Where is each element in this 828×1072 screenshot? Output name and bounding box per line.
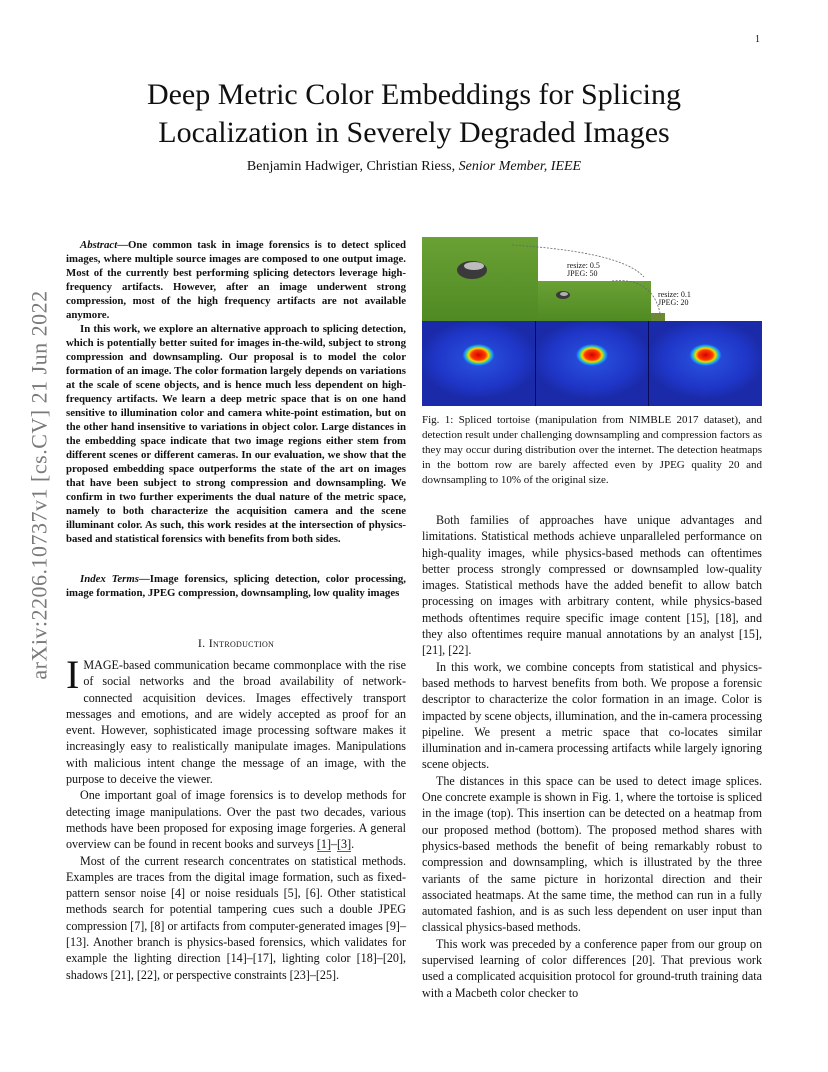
- figure-1: [422, 237, 762, 407]
- page-number: 1: [755, 34, 760, 45]
- intro-paragraph-2: [66, 787, 406, 852]
- photo-tenth-resolution: [651, 313, 665, 321]
- right-paragraph-4: This work was preceded by a conference paper from our group on supervised learning of color differences [20]. That previous work used a complicated acquisition protocol for ground-truth training data with a Macbeth color checker to: [422, 936, 762, 1000]
- author-names: Benjamin Hadwiger, Christian Riess,: [246, 159, 459, 174]
- detection-heatmap: [422, 321, 536, 406]
- abstract-label: Abstract: [80, 239, 118, 251]
- tortoise-highlight: [560, 292, 568, 296]
- right-paragraph-1: Both families of approaches have unique advantages and limitations. Statistical methods achieve unparalleled performance on high-quality images, while physics-based methods can oftentimes better process strongly compressed or downsampled low-quality images. Statistical methods have the added benefit to allow batch processing on images with arbitrary content, while physics-based methods oftentimes require specific image content [15], [18], and they also oftentimes require manual annotations by an analyst [15], [21], [22].: [422, 513, 762, 658]
- photo-half-resolution: [538, 281, 651, 321]
- index-terms-text: —Image forensics, splicing detection, color processing, image formation, JPEG compression, downsampling, low quality images: [66, 573, 406, 599]
- index-terms: [66, 572, 406, 600]
- abstract-paragraph-1: —One common task in image forensics is to detect spliced images, where multiple source images are composed to one output image. Most of the currently best performing splicing detectors leverage high-frequency artifacts. However, after an image underwent strong compression, most of the high frequency artifacts are not available anymore.: [66, 239, 406, 321]
- intro-paragraph-1-text: MAGE-based communication became commonplace with the rise of social networks and the broad availability of network-connected acquisition devices. Images effectively transport messages and emotions, and are widely accepted as proof for an event. However, sophisticated image processing software makes it increasingly easy to realistically manipulate images. Manipulations with malicious intent change the message of an image, with the purpose to deceive the viewer.: [66, 658, 406, 787]
- resize-label-1-line-1: resize: 0.5: [567, 261, 600, 270]
- right-paragraph-2: In this work, we combine concepts from statistical and physics-based methods to harvest benefits from both. We propose a forensic descriptor to characterize the color formation in an image. Color is impacted by scene objects, illumination, and the in-camera processing pipeline. We present a metric space that co-locates similar illumination and in-camera processing artifacts while largely ignoring scene objects.: [422, 659, 762, 772]
- figure-1-caption: Fig. 1: Spliced tortoise (manipulation from NIMBLE 2017 dataset), and detection result under challenging downsampling and compression factors as they may occur during distribution over the internet. The detection heatmaps in the bottom row are barely affected even by JPEG quality 20 and downsampling to 10% of the original size.: [422, 414, 762, 486]
- title-line-1: Deep Metric Color Embeddings for Splicing: [146, 78, 682, 111]
- right-paragraph-3: The distances in this space can be used to detect image splices. One concrete example is shown in Fig. 1, where the tortoise is spliced in the image (top). This insertion can be detected on a heatmap from our proposed method (bottom). The proposed method shares with physics-based methods the benefit of being remarkably robust to compression and downsampling, which is illustrated by the three variants of the same picture in horizontal direction and their associated heatmaps. At the same time, the method can run in a fully automated fashion, and is as such less dependent on user input than classical physics-based methods.: [422, 773, 762, 935]
- citation-link[interactable]: [1]: [316, 837, 331, 852]
- dropcap-letter: I: [66, 652, 80, 697]
- splicing-example-photo: [422, 237, 762, 321]
- author-role: Senior Member, IEEE: [458, 159, 582, 174]
- intro-paragraph-3: Most of the current research concentrates on statistical methods. Examples are traces from the digital image formation, such as fixed-pattern sensor noise [4] or noise residuals [5], [6]. Other statistical methods search for potential tampering cues such a double JPEG compression [7], [8] or artifacts from computer-generated images [9]–[13]. Another branch is physics-based forensics, which validates for example the lighting direction [14]–[17], lighting color [18]–[20], shadows [21], [22], or perspective constraints [23]–[25].: [66, 853, 406, 982]
- resize-label-1-line-2: JPEG: 50: [567, 269, 598, 278]
- index-terms-label: Index Terms: [80, 573, 139, 585]
- section-heading-text: I. Introduction: [197, 636, 275, 650]
- citation-separator: –: [330, 837, 338, 852]
- abstract-block: [66, 238, 406, 546]
- author-list: [60, 159, 768, 175]
- arxiv-identifier-stamp[interactable]: [20, 290, 60, 680]
- resize-label-2-line-1: resize: 0.1: [658, 290, 691, 299]
- detection-heatmap: [649, 321, 762, 406]
- paper-title: [60, 76, 768, 152]
- photo-full-resolution: [422, 237, 538, 321]
- detection-heatmap: [536, 321, 650, 406]
- abstract-paragraph-2: In this work, we explore an alternative approach to splicing detection, which is potentially better suited for images in-the-wild, subject to strong compression and downsampling. Our proposal is to model the color formation of an image. The color formation largely depends on variations at the scale of scene objects, and is hence much less dependent on high-frequency artifacts. We learn a deep metric space that is on one hand sensitive to illumination color and camera white-point estimation, but on the other hand insensitive to variations in object color. Large distances in the embedding space indicate that two image regions either stem from different scenes or different cameras. In our evaluation, we show that the proposed embedding space outperforms the state of the art on images that have been subject to strong compression and downsampling. We confirm in two further experiments the dual nature of the metric space, namely to both characterize the acquisition camera and the scene illuminant color. As such, this work resides at the intersection of physics-based and statistical forensics with benefits from both sides.: [66, 323, 406, 545]
- right-column-body: [422, 512, 762, 1001]
- intro-paragraph-1: [66, 652, 406, 787]
- introduction-body: [66, 652, 406, 983]
- intro-paragraph-2-text: One important goal of image forensics is to develop methods for detecting image manipulations. Over the past two decades, various methods have been proposed for exposing image forgeries. A general overview can be found in recent books and surveys: [66, 788, 406, 852]
- resize-label-2-line-2: JPEG: 20: [658, 298, 689, 307]
- heatmap-row: [422, 321, 762, 406]
- title-line-2: Localization in Severely Degraded Images: [158, 116, 670, 149]
- tortoise-highlight: [464, 262, 484, 270]
- sentence-end: .: [351, 837, 355, 852]
- section-heading-introduction: [66, 636, 406, 651]
- arxiv-identifier-text: arXiv:2206.10737v1 [cs.CV] 21 Jun 2022: [27, 290, 52, 680]
- citation-link[interactable]: [3]: [337, 837, 352, 852]
